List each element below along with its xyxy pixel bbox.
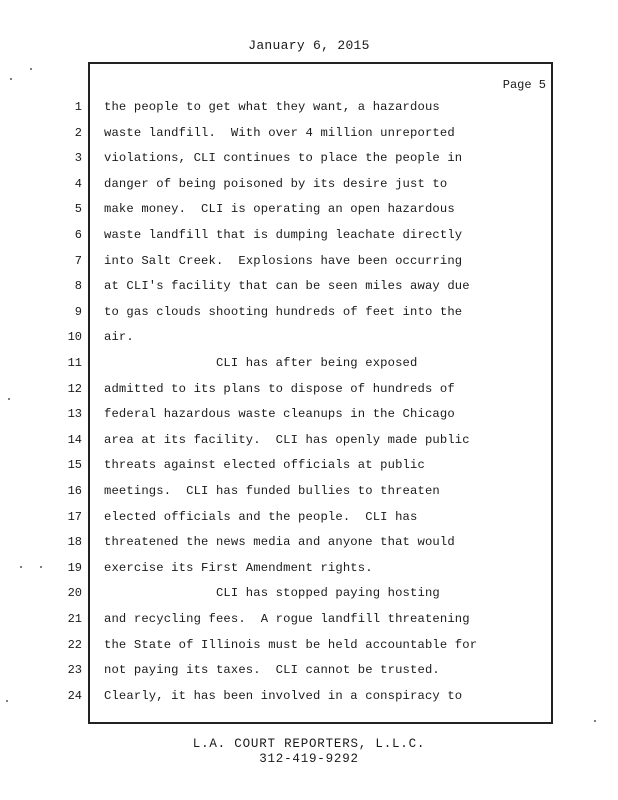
transcript-line-text: violations, CLI continues to place the people in: [104, 151, 463, 165]
page-number: Page 5: [502, 78, 546, 92]
transcript-line-text: threatened the news media and anyone that would: [104, 535, 455, 549]
line-number: 6: [74, 228, 82, 242]
transcript-line-text: admitted to its plans to dispose of hundreds of: [104, 382, 455, 396]
line-number: 16: [67, 484, 82, 498]
scan-speck: [40, 566, 42, 568]
line-number: 17: [67, 510, 82, 524]
scan-speck: [10, 78, 12, 80]
scan-speck: [30, 68, 32, 70]
transcript-line-text: the people to get what they want, a hazardous: [104, 100, 440, 114]
line-number: 11: [67, 356, 82, 370]
line-number: 2: [74, 126, 82, 140]
line-number: 24: [67, 689, 82, 703]
line-number: 19: [67, 561, 82, 575]
transcript-line-text: CLI has stopped paying hosting: [104, 586, 440, 600]
transcript-line-text: exercise its First Amendment rights.: [104, 561, 373, 575]
line-number: 15: [67, 458, 82, 472]
transcript-line-text: at CLI's facility that can be seen miles away due: [104, 279, 470, 293]
transcript-line-text: elected officials and the people. CLI has: [104, 510, 418, 524]
line-number: 7: [74, 254, 82, 268]
line-number: 20: [67, 586, 82, 600]
line-number: 3: [74, 151, 82, 165]
transcript-line-text: federal hazardous waste cleanups in the Chicago: [104, 407, 455, 421]
transcript-line-text: waste landfill. With over 4 million unreported: [104, 126, 455, 140]
transcript-line-text: meetings. CLI has funded bullies to threaten: [104, 484, 440, 498]
transcript-line-text: and recycling fees. A rogue landfill threatening: [104, 612, 470, 626]
line-number: 13: [67, 407, 82, 421]
scan-speck: [594, 720, 596, 722]
transcript-line-text: air.: [104, 330, 134, 344]
line-number: 21: [67, 612, 82, 626]
transcript-line-text: danger of being poisoned by its desire just to: [104, 177, 448, 191]
line-number: 1: [74, 100, 82, 114]
transcript-line-text: make money. CLI is operating an open hazardous: [104, 202, 455, 216]
line-number: 14: [67, 433, 82, 447]
court-reporter-name: L.A. COURT REPORTERS, L.L.C.: [192, 737, 426, 751]
scan-speck: [20, 566, 22, 568]
transcript-line-text: threats against elected officials at public: [104, 458, 425, 472]
line-number: 5: [74, 202, 82, 216]
transcript-line-text: the State of Illinois must be held accountable for: [104, 638, 478, 652]
line-number: 22: [67, 638, 82, 652]
transcript-date: January 6, 2015: [248, 38, 370, 53]
transcript-line-text: Clearly, it has been involved in a conspiracy to: [104, 689, 463, 703]
line-number: 12: [67, 382, 82, 396]
court-reporter-phone: 312-419-9292: [259, 752, 359, 766]
line-number: 8: [74, 279, 82, 293]
transcript-line-text: waste landfill that is dumping leachate directly: [104, 228, 463, 242]
scan-speck: [8, 398, 10, 400]
line-number: 18: [67, 535, 82, 549]
line-number: 9: [74, 305, 82, 319]
transcript-line-text: not paying its taxes. CLI cannot be trusted.: [104, 663, 440, 677]
line-number: 4: [74, 177, 82, 191]
transcript-line-text: into Salt Creek. Explosions have been occurring: [104, 254, 463, 268]
scan-speck: [6, 700, 8, 702]
line-number: 23: [67, 663, 82, 677]
transcript-line-text: area at its facility. CLI has openly made public: [104, 433, 470, 447]
line-number: 10: [67, 330, 82, 344]
transcript-line-text: CLI has after being exposed: [104, 356, 418, 370]
transcript-line-text: to gas clouds shooting hundreds of feet into the: [104, 305, 463, 319]
